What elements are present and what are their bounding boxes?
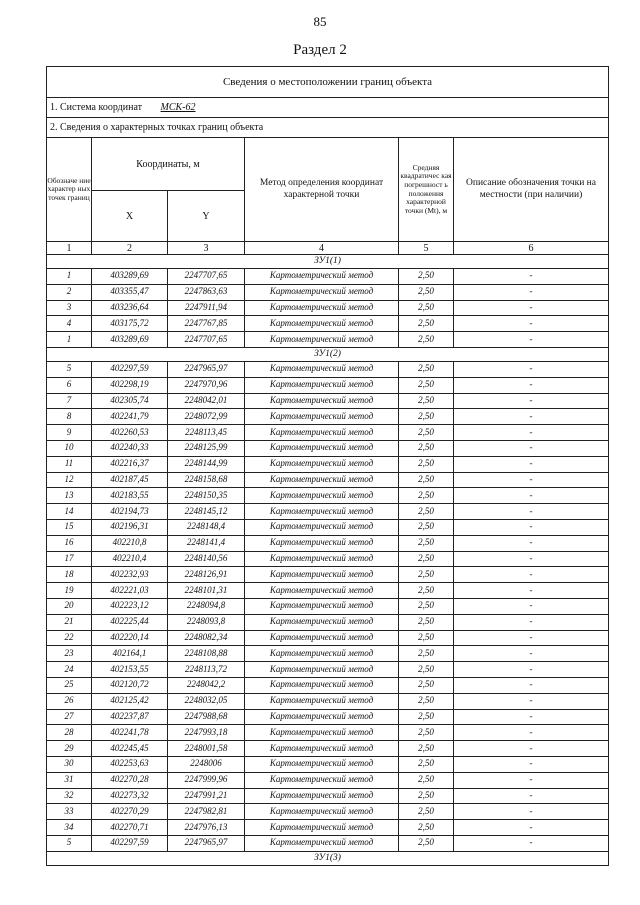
coord-x: 403355,47	[92, 284, 168, 300]
header-error: Средняя квадратичес кая погрешност ь положения характерной точки (Mt), м	[399, 138, 454, 242]
description: -	[454, 646, 609, 662]
table-row	[47, 284, 609, 300]
description: -	[454, 361, 609, 377]
table-row	[47, 332, 609, 348]
mean-error: 2,50	[399, 646, 454, 662]
method: Картометрический метод	[245, 567, 399, 583]
point-number: 31	[47, 772, 92, 788]
method: Картометрический метод	[245, 835, 399, 851]
point-number: 23	[47, 646, 92, 662]
mean-error: 2,50	[399, 820, 454, 836]
coord-y: 2248150,35	[168, 488, 245, 504]
table-row	[47, 614, 609, 630]
point-number: 2	[47, 284, 92, 300]
coord-y: 2248101,31	[168, 583, 245, 599]
coord-y: 2248094,8	[168, 598, 245, 614]
coord-x: 402270,28	[92, 772, 168, 788]
table-row	[47, 693, 609, 709]
description: -	[454, 535, 609, 551]
column-header-row	[47, 138, 609, 191]
group-row	[47, 851, 609, 865]
mean-error: 2,50	[399, 551, 454, 567]
coord-y: 2248126,91	[168, 567, 245, 583]
method: Картометрический метод	[245, 425, 399, 441]
description: -	[454, 567, 609, 583]
coord-y: 2247863,63	[168, 284, 245, 300]
mean-error: 2,50	[399, 332, 454, 348]
point-number: 27	[47, 709, 92, 725]
coord-x: 402196,31	[92, 519, 168, 535]
table-row	[47, 772, 609, 788]
point-number: 24	[47, 662, 92, 678]
coord-y: 2248032,05	[168, 693, 245, 709]
coord-y: 2248113,45	[168, 425, 245, 441]
method: Картометрический метод	[245, 598, 399, 614]
coord-x: 402260,53	[92, 425, 168, 441]
coord-y: 2248042,2	[168, 677, 245, 693]
coord-y: 2248125,99	[168, 440, 245, 456]
table-row	[47, 709, 609, 725]
coord-y: 2248148,4	[168, 519, 245, 535]
mean-error: 2,50	[399, 269, 454, 285]
method: Картометрический метод	[245, 551, 399, 567]
point-number: 12	[47, 472, 92, 488]
coord-x: 402210,4	[92, 551, 168, 567]
table-row	[47, 456, 609, 472]
table-row	[47, 598, 609, 614]
point-number: 7	[47, 393, 92, 409]
point-number: 14	[47, 504, 92, 520]
mean-error: 2,50	[399, 756, 454, 772]
method: Картометрический метод	[245, 535, 399, 551]
header-point-designation: Обозначе ние характер ных точек границ	[47, 138, 92, 242]
point-number: 13	[47, 488, 92, 504]
table-row	[47, 820, 609, 836]
mean-error: 2,50	[399, 835, 454, 851]
method: Картометрический метод	[245, 284, 399, 300]
coord-x: 402232,93	[92, 567, 168, 583]
point-number: 19	[47, 583, 92, 599]
method: Картометрический метод	[245, 409, 399, 425]
points-section-row	[47, 118, 609, 138]
points-section-label: 2. Сведения о характерных точках границ объекта	[47, 118, 609, 138]
table-row	[47, 504, 609, 520]
point-number: 11	[47, 456, 92, 472]
group-row	[47, 347, 609, 361]
coord-y: 2247982,81	[168, 804, 245, 820]
coord-x: 402270,71	[92, 820, 168, 836]
table-row	[47, 551, 609, 567]
page-number: 85	[313, 14, 327, 29]
table-row	[47, 788, 609, 804]
table-row	[47, 804, 609, 820]
header-x: X	[92, 191, 168, 242]
table-row	[47, 677, 609, 693]
method: Картометрический метод	[245, 709, 399, 725]
description: -	[454, 300, 609, 316]
description: -	[454, 488, 609, 504]
table-row	[47, 472, 609, 488]
coord-x: 403289,69	[92, 332, 168, 348]
coord-x: 402223,12	[92, 598, 168, 614]
mean-error: 2,50	[399, 693, 454, 709]
method: Картометрический метод	[245, 772, 399, 788]
description: -	[454, 772, 609, 788]
coord-y: 2248144,99	[168, 456, 245, 472]
table-row	[47, 725, 609, 741]
mean-error: 2,50	[399, 504, 454, 520]
coord-x: 403236,64	[92, 300, 168, 316]
table-row	[47, 440, 609, 456]
description: -	[454, 440, 609, 456]
table-row	[47, 361, 609, 377]
description: -	[454, 788, 609, 804]
coord-y: 2248006	[168, 756, 245, 772]
coord-x: 402237,87	[92, 709, 168, 725]
coord-x: 402164,1	[92, 646, 168, 662]
table-row	[47, 646, 609, 662]
method: Картометрический метод	[245, 630, 399, 646]
mean-error: 2,50	[399, 361, 454, 377]
mean-error: 2,50	[399, 440, 454, 456]
coord-y: 2247999,96	[168, 772, 245, 788]
table-row	[47, 835, 609, 851]
description: -	[454, 725, 609, 741]
description: -	[454, 316, 609, 332]
method: Картометрический метод	[245, 393, 399, 409]
table-row	[47, 741, 609, 757]
coord-x: 402183,55	[92, 488, 168, 504]
description: -	[454, 332, 609, 348]
mean-error: 2,50	[399, 300, 454, 316]
description: -	[454, 393, 609, 409]
table-row	[47, 519, 609, 535]
table-row	[47, 425, 609, 441]
table-row	[47, 269, 609, 285]
mean-error: 2,50	[399, 567, 454, 583]
column-number: 1	[47, 242, 92, 255]
mean-error: 2,50	[399, 788, 454, 804]
mean-error: 2,50	[399, 598, 454, 614]
coord-y: 2247976,13	[168, 820, 245, 836]
point-number: 22	[47, 630, 92, 646]
header-y: Y	[168, 191, 245, 242]
coord-x: 402210,8	[92, 535, 168, 551]
point-number: 3	[47, 300, 92, 316]
mean-error: 2,50	[399, 677, 454, 693]
coord-y: 2248113,72	[168, 662, 245, 678]
coord-y: 2248082,34	[168, 630, 245, 646]
description: -	[454, 269, 609, 285]
point-number: 16	[47, 535, 92, 551]
table-row	[47, 662, 609, 678]
method: Картометрический метод	[245, 361, 399, 377]
mean-error: 2,50	[399, 709, 454, 725]
table-title: Сведения о местоположении границ объекта	[47, 67, 609, 98]
description: -	[454, 377, 609, 393]
description: -	[454, 741, 609, 757]
point-number: 21	[47, 614, 92, 630]
table-row	[47, 567, 609, 583]
point-number: 32	[47, 788, 92, 804]
point-number: 20	[47, 598, 92, 614]
method: Картометрический метод	[245, 677, 399, 693]
coord-x: 402245,45	[92, 741, 168, 757]
coord-y: 2248072,99	[168, 409, 245, 425]
description: -	[454, 456, 609, 472]
mean-error: 2,50	[399, 804, 454, 820]
description: -	[454, 583, 609, 599]
coord-y: 2247991,21	[168, 788, 245, 804]
description: -	[454, 519, 609, 535]
method: Картометрический метод	[245, 646, 399, 662]
mean-error: 2,50	[399, 377, 454, 393]
description: -	[454, 504, 609, 520]
description: -	[454, 409, 609, 425]
section-title: Раздел 2	[293, 42, 347, 58]
table-row	[47, 409, 609, 425]
point-number: 5	[47, 361, 92, 377]
table-row	[47, 488, 609, 504]
coord-x: 402297,59	[92, 835, 168, 851]
point-number: 1	[47, 269, 92, 285]
coord-y: 2247993,18	[168, 725, 245, 741]
method: Картометрический метод	[245, 725, 399, 741]
description: -	[454, 425, 609, 441]
coordinate-system-row	[47, 98, 609, 118]
mean-error: 2,50	[399, 772, 454, 788]
coord-x: 403289,69	[92, 269, 168, 285]
column-numbers-row	[47, 242, 609, 255]
method: Картометрический метод	[245, 488, 399, 504]
coordinate-system-value: МСК-62	[160, 102, 196, 113]
coord-x: 402241,79	[92, 409, 168, 425]
method: Картометрический метод	[245, 440, 399, 456]
coord-x: 402297,59	[92, 361, 168, 377]
coord-y: 2248158,68	[168, 472, 245, 488]
method: Картометрический метод	[245, 316, 399, 332]
method: Картометрический метод	[245, 693, 399, 709]
coord-x: 402187,45	[92, 472, 168, 488]
method: Картометрический метод	[245, 504, 399, 520]
point-number: 26	[47, 693, 92, 709]
mean-error: 2,50	[399, 583, 454, 599]
point-number: 33	[47, 804, 92, 820]
coord-x: 402194,73	[92, 504, 168, 520]
coord-y: 2247965,97	[168, 835, 245, 851]
point-number: 30	[47, 756, 92, 772]
mean-error: 2,50	[399, 535, 454, 551]
column-number: 3	[168, 242, 245, 255]
coord-x: 402305,74	[92, 393, 168, 409]
table-row	[47, 630, 609, 646]
coord-x: 402241,78	[92, 725, 168, 741]
mean-error: 2,50	[399, 741, 454, 757]
method: Картометрический метод	[245, 756, 399, 772]
coord-x: 403175,72	[92, 316, 168, 332]
mean-error: 2,50	[399, 519, 454, 535]
method: Картометрический метод	[245, 300, 399, 316]
point-number: 1	[47, 332, 92, 348]
coord-x: 402225,44	[92, 614, 168, 630]
method: Картометрический метод	[245, 788, 399, 804]
table-row	[47, 316, 609, 332]
mean-error: 2,50	[399, 488, 454, 504]
description: -	[454, 472, 609, 488]
point-number: 15	[47, 519, 92, 535]
table-title-row	[47, 67, 609, 98]
point-number: 25	[47, 677, 92, 693]
method: Картометрический метод	[245, 583, 399, 599]
table-row	[47, 393, 609, 409]
coord-y: 2247911,94	[168, 300, 245, 316]
method: Картометрический метод	[245, 741, 399, 757]
header-method: Метод определения координат характерной точки	[245, 138, 399, 242]
method: Картометрический метод	[245, 332, 399, 348]
description: -	[454, 598, 609, 614]
point-number: 34	[47, 820, 92, 836]
coord-y: 2248093,8	[168, 614, 245, 630]
method: Картометрический метод	[245, 804, 399, 820]
mean-error: 2,50	[399, 725, 454, 741]
point-number: 4	[47, 316, 92, 332]
description: -	[454, 662, 609, 678]
point-number: 5	[47, 835, 92, 851]
description: -	[454, 804, 609, 820]
boundaries-table	[46, 66, 609, 866]
description: -	[454, 551, 609, 567]
coord-y: 2248042,01	[168, 393, 245, 409]
point-number: 10	[47, 440, 92, 456]
coord-y: 2247767,85	[168, 316, 245, 332]
method: Картометрический метод	[245, 456, 399, 472]
header-coordinates: Координаты, м	[92, 138, 245, 191]
method: Картометрический метод	[245, 614, 399, 630]
mean-error: 2,50	[399, 284, 454, 300]
description: -	[454, 677, 609, 693]
mean-error: 2,50	[399, 614, 454, 630]
coord-x: 402270,29	[92, 804, 168, 820]
column-number: 4	[245, 242, 399, 255]
group-name: ЗУ1(1)	[47, 255, 609, 269]
mean-error: 2,50	[399, 472, 454, 488]
mean-error: 2,50	[399, 456, 454, 472]
description: -	[454, 756, 609, 772]
method: Картометрический метод	[245, 472, 399, 488]
column-number: 2	[92, 242, 168, 255]
coord-y: 2248145,12	[168, 504, 245, 520]
coord-y: 2247707,65	[168, 332, 245, 348]
method: Картометрический метод	[245, 662, 399, 678]
coord-y: 2247965,97	[168, 361, 245, 377]
mean-error: 2,50	[399, 393, 454, 409]
mean-error: 2,50	[399, 630, 454, 646]
coord-x: 402120,72	[92, 677, 168, 693]
mean-error: 2,50	[399, 425, 454, 441]
coord-y: 2248141,4	[168, 535, 245, 551]
table-row	[47, 756, 609, 772]
group-name: ЗУ1(2)	[47, 347, 609, 361]
description: -	[454, 709, 609, 725]
table-row	[47, 535, 609, 551]
point-number: 9	[47, 425, 92, 441]
coord-y: 2248001,58	[168, 741, 245, 757]
description: -	[454, 820, 609, 836]
coord-y: 2247988,68	[168, 709, 245, 725]
column-number: 5	[399, 242, 454, 255]
mean-error: 2,50	[399, 409, 454, 425]
description: -	[454, 835, 609, 851]
coord-x: 402253,63	[92, 756, 168, 772]
coord-y: 2248140,56	[168, 551, 245, 567]
description: -	[454, 630, 609, 646]
coord-x: 402273,32	[92, 788, 168, 804]
point-number: 8	[47, 409, 92, 425]
table-row	[47, 583, 609, 599]
group-row	[47, 255, 609, 269]
method: Картометрический метод	[245, 519, 399, 535]
coord-x: 402125,42	[92, 693, 168, 709]
description: -	[454, 693, 609, 709]
coord-x: 402221,03	[92, 583, 168, 599]
coord-x: 402153,55	[92, 662, 168, 678]
method: Картометрический метод	[245, 269, 399, 285]
description: -	[454, 284, 609, 300]
description: -	[454, 614, 609, 630]
point-number: 28	[47, 725, 92, 741]
coordinate-system-label: 1. Система координат	[50, 102, 143, 113]
coord-x: 402240,33	[92, 440, 168, 456]
table-row	[47, 300, 609, 316]
coord-x: 402216,37	[92, 456, 168, 472]
header-description: Описание обозначения точки на местности (при наличии)	[454, 138, 609, 242]
coord-y: 2247970,96	[168, 377, 245, 393]
coord-y: 2247707,65	[168, 269, 245, 285]
mean-error: 2,50	[399, 316, 454, 332]
coord-y: 2248108,88	[168, 646, 245, 662]
table-row	[47, 377, 609, 393]
method: Картометрический метод	[245, 377, 399, 393]
column-number: 6	[454, 242, 609, 255]
group-name: ЗУ1(3)	[47, 851, 609, 865]
mean-error: 2,50	[399, 662, 454, 678]
point-number: 18	[47, 567, 92, 583]
point-number: 29	[47, 741, 92, 757]
coord-x: 402298,19	[92, 377, 168, 393]
point-number: 17	[47, 551, 92, 567]
method: Картометрический метод	[245, 820, 399, 836]
coord-x: 402220,14	[92, 630, 168, 646]
point-number: 6	[47, 377, 92, 393]
